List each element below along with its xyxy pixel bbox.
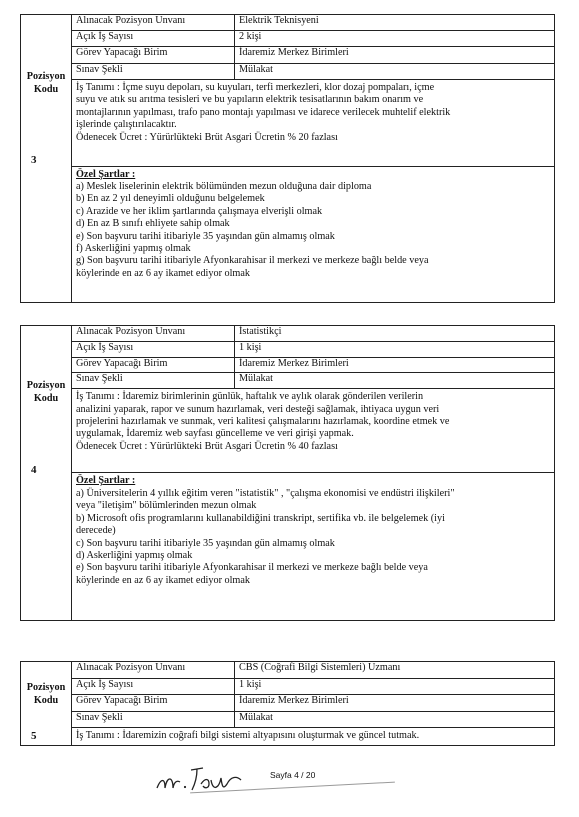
- special-conditions-title: Özel Şartlar :: [76, 168, 136, 180]
- job-description-cell: [72, 389, 555, 473]
- page-number: Sayfa 4 / 20: [270, 770, 316, 780]
- job-line: işlerinde çalıştırılacaktır.: [76, 119, 177, 131]
- job-line: İş Tanımı : İdaremiz birimlerinin günlük, haftalık ve aylık olarak gönderilen verilerin: [76, 391, 424, 403]
- label-sinav: Sınav Şekli: [72, 63, 235, 79]
- label-birim: Görev Yapacağı Birim: [72, 47, 235, 63]
- label-sinav: Sınav Şekli: [72, 373, 235, 389]
- value-sayi: 1 kişi: [235, 341, 555, 357]
- code-header-kodu: Kodu: [33, 695, 59, 706]
- condition-item: b) Microsoft ofis programlarını kullanabildiğini transkript, sertifika vb. ile belgelemek (iyi: [76, 512, 445, 524]
- value-sinav: Mülakat: [235, 711, 555, 728]
- condition-item: d) En az B sınıfı ehliyete sahip olmak: [76, 218, 230, 230]
- label-birim: Görev Yapacağı Birim: [72, 357, 235, 373]
- job-line: analizini yaparak, rapor ve sunum hazırlamak, veri desteği sağlamak, ihtiyaca uygun veri: [76, 403, 440, 415]
- code-header-pozisyon: Pozisyon: [26, 71, 66, 82]
- label-sayi: Açık İş Sayısı: [72, 341, 235, 357]
- value-sinav: Mülakat: [235, 63, 555, 79]
- position-code-value: 3: [31, 154, 37, 166]
- code-header-kodu: Kodu: [33, 84, 59, 95]
- label-sayi: Açık İş Sayısı: [72, 678, 235, 695]
- position-code-cell: [21, 662, 72, 746]
- condition-item: a) Üniversitelerin 4 yıllık eğitim veren "istatistik" , "çalışma ekonomisi ve endüstri ilişkileri": [76, 487, 455, 499]
- condition-item: f) Askerliğini yapmış olmak: [76, 242, 191, 254]
- special-conditions-title: Özel Şartlar :: [76, 475, 136, 487]
- position-code-value: 5: [31, 730, 37, 742]
- signature: [153, 762, 258, 798]
- label-unvan: Alınacak Pozisyon Unvanı: [72, 326, 235, 342]
- value-unvan: CBS (Coğrafi Bilgi Sistemleri) Uzmanı: [235, 662, 555, 679]
- code-header-pozisyon: Pozisyon: [26, 682, 66, 693]
- position-code-cell: [21, 326, 72, 621]
- value-unvan: Elektrik Teknisyeni: [235, 15, 555, 31]
- condition-item: c) Arazide ve her iklim şartlarında çalışmaya elverişli olmak: [76, 205, 323, 217]
- value-sayi: 1 kişi: [235, 678, 555, 695]
- condition-item: köylerinde en az 6 ay ikamet ediyor olmak: [76, 574, 250, 586]
- job-line: suyu ve atık su arıtma tesisleri ve bu yapıların elektrik tesisatlarının bakım onarım ve: [76, 94, 424, 106]
- label-unvan: Alınacak Pozisyon Unvanı: [72, 15, 235, 31]
- position-table-5: [20, 661, 555, 746]
- job-description-cell: [72, 79, 555, 166]
- value-birim: İdaremiz Merkez Birimleri: [235, 695, 555, 712]
- label-birim: Görev Yapacağı Birim: [72, 695, 235, 712]
- job-line: projelerini hazırlamak ve sunmak, veri kalitesi çalışmalarını hazırlamak, koordine etmek ve: [76, 416, 450, 427]
- condition-item: e) Son başvuru tarihi itibariyle 35 yaşından gün almamış olmak: [76, 230, 335, 242]
- job-line: montajlarının yapılması, trafo pano montajı yapılması ve idarece verilecek muhtelif elektrik: [76, 106, 451, 118]
- condition-item: g) Son başvuru tarihi itibariyle Afyonkarahisar il merkezi ve merkeze bağlı belde veya: [76, 255, 429, 267]
- value-sayi: 2 kişi: [235, 31, 555, 47]
- label-sayi: Açık İş Sayısı: [72, 31, 235, 47]
- code-header-pozisyon: Pozisyon: [26, 380, 66, 391]
- position-code-value: 4: [31, 464, 37, 476]
- value-birim: İdaremiz Merkez Birimleri: [235, 357, 555, 373]
- condition-item: e) Son başvuru tarihi itibariyle Afyonkarahisar il merkezi ve merkeze bağlı belde veya: [76, 562, 428, 574]
- condition-item: c) Son başvuru tarihi itibariyle 35 yaşından gün almamış olmak: [76, 537, 335, 549]
- value-birim: İdaremiz Merkez Birimleri: [235, 47, 555, 63]
- label-unvan: Alınacak Pozisyon Unvanı: [72, 662, 235, 679]
- condition-item: a) Meslek liselerinin elektrik bölümünden mezun olduğuna dair diploma: [76, 180, 372, 192]
- condition-item: d) Askerliğini yapmış olmak: [76, 549, 193, 561]
- position-code-cell: [21, 15, 72, 303]
- condition-item: b) En az 2 yıl deneyimli olduğunu belgelemek: [76, 193, 265, 205]
- condition-item: derecede): [76, 525, 116, 537]
- salary-line: Ödenecek Ücret : Yürürlükteki Brüt Asgari Ücretin % 40 fazlası: [76, 440, 338, 452]
- condition-item: veya "iletişim" bölümlerinden mezun olmak: [76, 500, 257, 512]
- value-unvan: İstatistikçi: [235, 326, 555, 342]
- position-table-4: [20, 325, 555, 621]
- position-table-3: [20, 14, 555, 303]
- value-sinav: Mülakat: [235, 373, 555, 389]
- job-description-cell: [72, 728, 555, 746]
- job-line: İş Tanımı : İdaremizin coğrafi bilgi sistemi altyapısını oluşturmak ve güncel tutmak.: [76, 730, 420, 742]
- salary-line: Ödenecek Ücret : Yürürlükteki Brüt Asgari Ücretin % 20 fazlası: [76, 131, 338, 143]
- condition-item: köylerinde en az 6 ay ikamet ediyor olmak: [76, 267, 250, 279]
- special-conditions-cell: [72, 473, 555, 621]
- special-conditions-cell: [72, 166, 555, 302]
- job-line: İş Tanımı : İçme suyu depoları, su kuyuları, terfi merkezleri, klor dozaj pompaları, içme: [76, 81, 435, 93]
- code-header-kodu: Kodu: [33, 393, 59, 404]
- label-sinav: Sınav Şekli: [72, 711, 235, 728]
- job-line: uygulamak, İdaremiz web sayfası güncelleme ve veri girişi yapmak.: [76, 428, 354, 440]
